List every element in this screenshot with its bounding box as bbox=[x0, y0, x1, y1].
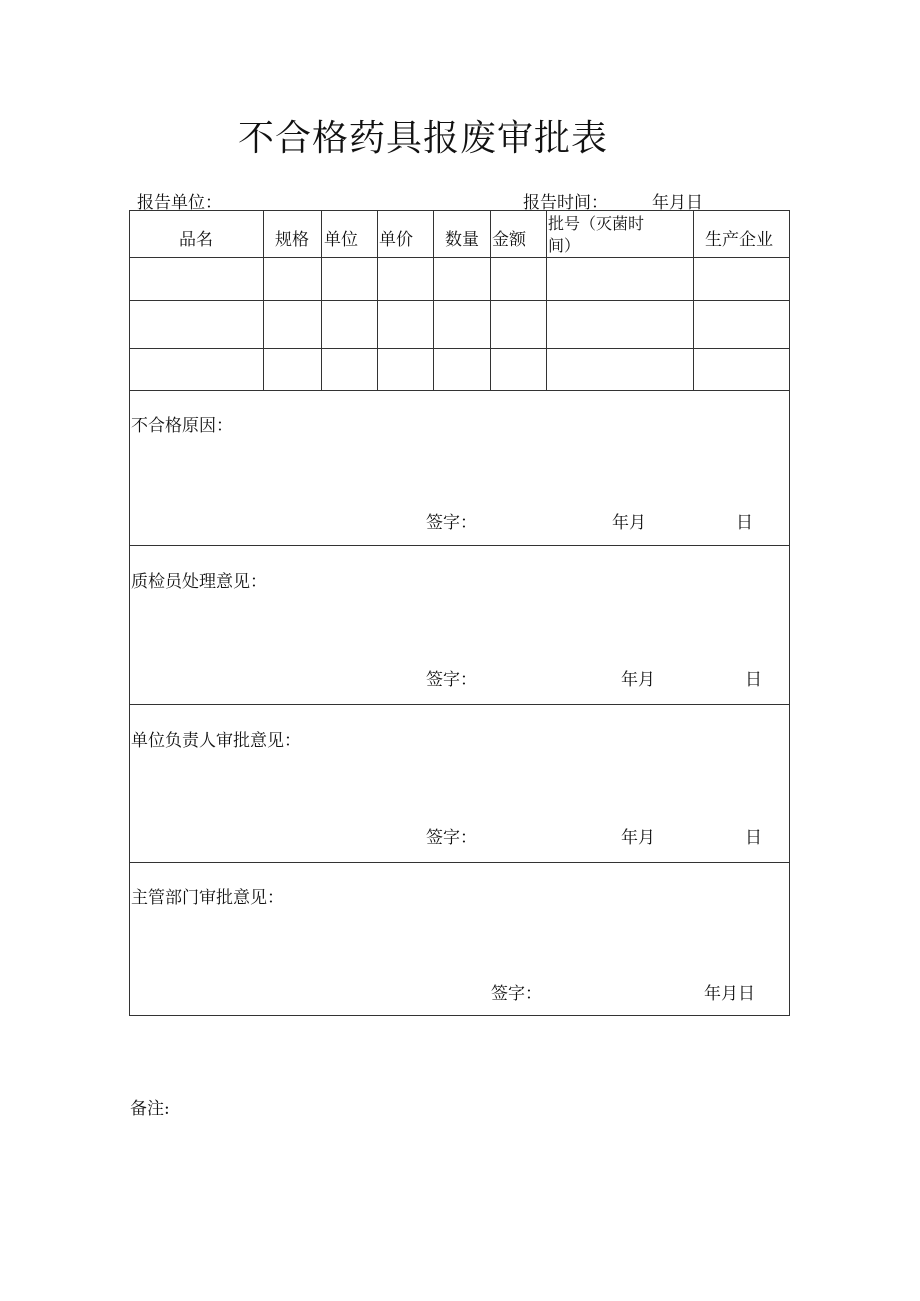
reason-sign-label: 签字： bbox=[426, 513, 477, 533]
col-header-amount: 金额 bbox=[492, 230, 526, 250]
col-header-spec: 规格 bbox=[275, 230, 309, 250]
col-header-name: 品名 bbox=[179, 230, 213, 250]
row-divider bbox=[130, 257, 789, 258]
report-unit-label: 报告单位： bbox=[137, 193, 222, 213]
col-header-batch-line2: 间） bbox=[548, 236, 581, 255]
reason-day: 日 bbox=[736, 513, 753, 533]
inspector-opinion-label: 质检员处理意见： bbox=[131, 572, 267, 592]
reason-label: 不合格原因： bbox=[131, 416, 233, 436]
page-title: 不合格药具报废审批表 bbox=[238, 118, 609, 159]
report-date-suffix: 年月日 bbox=[652, 193, 703, 213]
col-header-unit-price: 单价 bbox=[379, 230, 413, 250]
authority-date: 年月日 bbox=[704, 984, 755, 1004]
row-divider bbox=[130, 390, 789, 391]
section-divider bbox=[130, 862, 789, 863]
col-header-quantity: 数量 bbox=[445, 230, 479, 250]
col-header-unit: 单位 bbox=[324, 230, 358, 250]
authority-sign-label: 签字： bbox=[491, 984, 542, 1004]
col-header-batch-line1: 批号（灭菌时 bbox=[548, 214, 645, 233]
authority-opinion-label: 主管部门审批意见： bbox=[131, 888, 284, 908]
inspector-sign-label: 签字： bbox=[426, 670, 477, 690]
unit-head-day: 日 bbox=[745, 828, 762, 848]
approval-table bbox=[129, 210, 790, 1016]
unit-head-sign-label: 签字： bbox=[426, 828, 477, 848]
remarks-label: 备注: bbox=[130, 1099, 170, 1119]
col-header-manufacturer: 生产企业 bbox=[705, 230, 773, 250]
unit-head-year-month: 年月 bbox=[621, 828, 655, 848]
section-divider bbox=[130, 704, 789, 705]
inspector-year-month: 年月 bbox=[621, 670, 655, 690]
row-divider bbox=[130, 300, 789, 301]
inspector-day: 日 bbox=[745, 670, 762, 690]
reason-year-month: 年月 bbox=[612, 513, 646, 533]
report-time-label: 报告时间： bbox=[523, 193, 608, 213]
section-divider bbox=[130, 545, 789, 546]
row-divider bbox=[130, 348, 789, 349]
unit-head-opinion-label: 单位负责人审批意见： bbox=[131, 731, 301, 751]
